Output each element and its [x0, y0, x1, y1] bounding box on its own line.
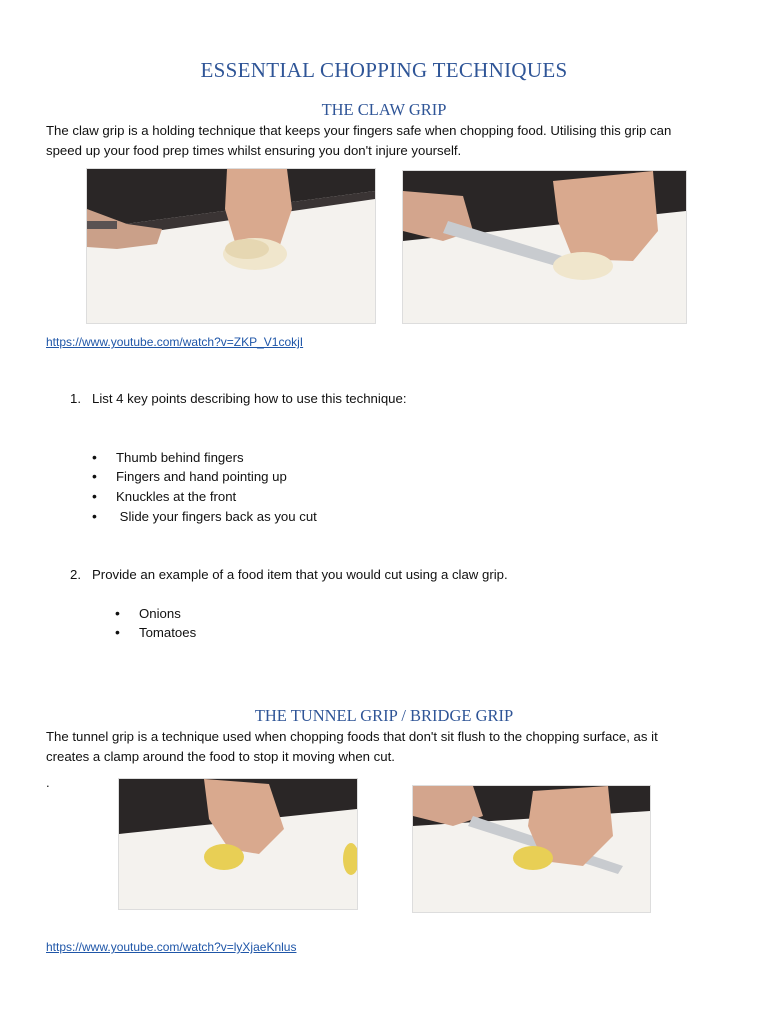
tunnel-grip-intro-line-2: creates a clamp around the food to stop it moving when cut. — [46, 748, 395, 764]
bullet-icon: • — [92, 449, 97, 465]
claw-grip-photo-1 — [86, 168, 376, 324]
tunnel-grip-video-link[interactable]: https://www.youtube.com/watch?v=lyXjaeKnlus — [46, 940, 297, 954]
stray-period: . — [46, 775, 50, 790]
bullet-icon: • — [92, 508, 97, 524]
tunnel-grip-photo-2 — [412, 785, 651, 913]
bullet-icon: • — [92, 488, 97, 504]
answer-1-item-4: • Slide your fingers back as you cut — [92, 508, 317, 524]
claw-grip-intro-line-1: The claw grip is a holding technique that keeps your fingers safe when chopping food. Utilising this grip can — [46, 123, 672, 138]
claw-grip-intro-line-2: speed up your food prep times whilst ensuring you don't injure yourself. — [46, 142, 462, 158]
question-1-text: List 4 key points describing how to use this technique: — [92, 391, 407, 406]
answer-2-item-1: • Onions — [115, 605, 181, 621]
question-2-text: Provide an example of a food item that you would cut using a claw grip. — [92, 567, 508, 582]
bullet-icon: • — [115, 605, 120, 621]
bullet-icon: • — [115, 624, 120, 640]
tunnel-grip-photo-1 — [118, 778, 358, 910]
answer-2-item-2: • Tomatoes — [115, 624, 197, 640]
tunnel-grip-intro — [46, 727, 726, 766]
claw-grip-video-link[interactable]: https://www.youtube.com/watch?v=ZKP_V1cokjI — [46, 335, 304, 349]
question-1-number: 1. — [70, 391, 81, 406]
bullet-icon: • — [92, 468, 97, 484]
section-heading-claw-grip: THE CLAW GRIP — [321, 100, 447, 119]
document-title: ESSENTIAL CHOPPING TECHNIQUES — [200, 58, 568, 82]
answer-1-item-3: • Knuckles at the front — [92, 488, 237, 504]
question-2-number: 2. — [70, 567, 81, 582]
section-heading-tunnel-grip: THE TUNNEL GRIP / BRIDGE GRIP — [254, 706, 514, 725]
claw-grip-photo-2 — [402, 170, 687, 324]
answer-1-item-2: • Fingers and hand pointing up — [92, 468, 287, 484]
answer-1-item-1: • Thumb behind fingers — [92, 449, 244, 465]
tunnel-grip-intro-line-1: The tunnel grip is a technique used when chopping foods that don't sit flush to the chopping surface, as it — [46, 729, 658, 744]
claw-grip-intro — [46, 121, 726, 160]
